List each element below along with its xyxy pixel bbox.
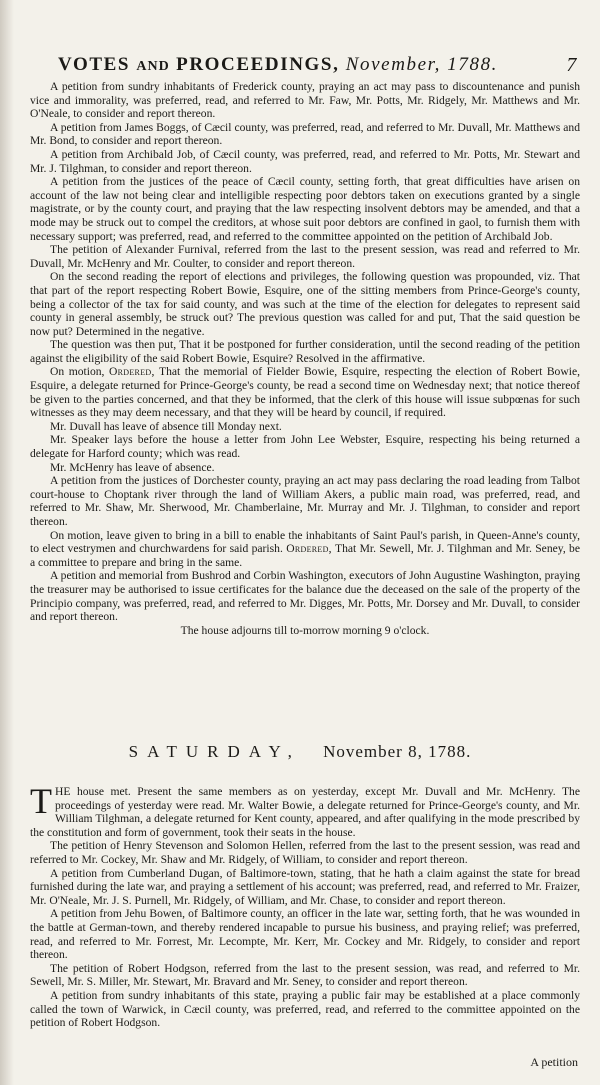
motion-lead: On motion, xyxy=(50,365,105,379)
proceedings-friday xyxy=(30,80,580,637)
paragraph-opening xyxy=(30,781,580,839)
proceedings-saturday xyxy=(30,781,580,1030)
paragraph: Mr. Speaker lays before the house a letter from John Lee Webster, Esquire, respecting his being returned a delegate for Harford county; which was read. xyxy=(30,433,580,461)
paragraph: A petition from Jehu Bowen, of Baltimore county, an officer in the late war, setting forth, that he was wounded in the battle at German-town, and thereby rendered incapable to pursue his business, and praying relief; was preferred, read, and referred to Mr. Forrest, Mr. Lecompte, Mr. Kerr, Mr. Cockey and Mr. Ridgely, to consider and report thereon. xyxy=(30,907,580,962)
day-date: November 8, 1788. xyxy=(323,742,472,761)
motion-parish-committee: That Mr. Sewell, Mr. J. Tilghman and Mr. Seney, be a committee to prepare and bring in the same. xyxy=(30,542,580,569)
paragraph: A petition from sundry inhabitants of this state, praying a public fair may be established at a place commonly called the town of Warwick, in Cæcil county, was preferred, read, and referred to the committee appointed on the petition of Robert Hodgson. xyxy=(30,988,580,1030)
paragraph: A petition from the justices of the peace of Cæcil county, setting forth, that great difficulties have arisen on account of the law not being clear and intelligible respecting poor debtors taken on executions granted by a single magistrate, or by the county court, and praying that the law respecting insolvent debtors may be amended, and that a mode may be struck out to compel the creditors, at whose suit poor debtors are confined in gaol, to furnish them with necessary support; was preferred, read, and referred to the committee appointed on the petition of Archibald Job. xyxy=(30,175,580,243)
paragraph: A petition from James Boggs, of Cæcil county, was preferred, read, and referred to Mr. Duvall, Mr. Matthews and Mr. Bond, to consider and report thereon. xyxy=(30,120,580,148)
motion-text: That the memorial of Fielder Bowie, Esquire, respecting the election of Robert Bowie, Esquire, a delegate returned for Prince-George's county, be read a second time on Wednesday next; that notice thereof be given to the parties concerned, and that they be informed, that the clerk of this house will issue subpœnas for such witnesses as they may deem necessary, and that they will be heard by council, if required. xyxy=(30,365,580,420)
paragraph: On the second reading the report of elections and privileges, the following question was propounded, viz. That that part of the report respecting Robert Bowie, Esquire, one of the sitting members from Prince-George's county, being a collector of the tax for said county, and was such at the time of the election for delegates to represent said county in general assembly, be struck out? The previous question was called for and put, That the said question be now put? Determined in the negative. xyxy=(30,270,580,338)
scan-edge-shadow xyxy=(0,0,14,1085)
motion-parish-text: On motion, leave given to bring in a bill to enable the inhabitants of Saint Paul's parish, in Queen-Anne's county, to elect vestrymen and churchwardens for said parish. xyxy=(30,528,580,556)
running-header xyxy=(58,54,578,76)
adjournment-line: The house adjourns till to-morrow morning 9 o'clock. xyxy=(180,623,430,637)
day-heading xyxy=(0,742,600,764)
paragraph-motion-ordered xyxy=(30,365,580,419)
day-name: SATURDAY, xyxy=(128,742,301,761)
ordered-keyword: Ordered, xyxy=(286,542,332,556)
paragraph: The petition of Alexander Furnival, referred from the last to the present session, was read and referred to Mr. Duvall, Mr. McHenry and Mr. Coulter, to consider and report thereon. xyxy=(30,243,580,270)
header-title-2: PROCEEDINGS, xyxy=(176,54,340,75)
opening-text: HE house met. Present the same members as on yesterday, except Mr. Duvall and Mr. McHenry. The proceedings of yesterday were read. Mr. Walter Bowie, a delegate returned for Prince-George's county, and Mr. William Tilghman, a delegate returned for Kent county, appeared, and after qualifying in the mode prescribed by the constitution and form of government, took their seats in the house. xyxy=(30,785,580,839)
paragraph: The question was then put, That it be postponed for further consideration, until the second reading of the petition against the eligibility of the said Robert Bowie, Esquire? Resolved in the affirmative. xyxy=(30,338,580,365)
paragraph: The petition of Robert Hodgson, referred from the last to the present session, was read, and referred to Mr. Sewell, Mr. S. Miller, Mr. Stewart, Mr. Bravard and Mr. Seney, to consider and report thereon. xyxy=(30,961,580,989)
paragraph: A petition and memorial from Bushrod and Corbin Washington, executors of John Augustine Washington, praying the treasurer may be authorised to issue certificates for the balance due the deceased on the sale of the property of the Principio company, was preferred, read, and referred to Mr. Digges, Mr. Potts, Mr. Dorsey and Mr. Duvall, to consider and report thereon. xyxy=(30,569,580,624)
paragraph: Mr. McHenry has leave of absence. xyxy=(50,460,215,474)
paragraph-motion-parish xyxy=(30,529,580,570)
paragraph: A petition from the justices of Dorchester county, praying an act may pass declaring the road leading from Talbot court-house to Choptank river through the land of William Akers, a public main road, was preferred, read, and referred to Mr. Shaw, Mr. Sherwood, Mr. Chamberlaine, Mr. Murray and Mr. J. Tilghman, to consider and report thereon. xyxy=(30,474,580,528)
paragraph: A petition from Cumberland Dugan, of Baltimore-town, stating, that he hath a claim against the state for bread furnished during the late war, and praying a settlement of his account; was preferred, read, and referred to Mr. Fraizer, Mr. O'Neale, Mr. J. S. Purnell, Mr. Ridgely, of William, and Mr. Chase, to consider and report thereon. xyxy=(30,866,580,907)
paragraph: Mr. Duvall has leave of absence till Monday next. xyxy=(50,419,282,433)
header-title: VOTES xyxy=(58,54,131,75)
paragraph: A petition from sundry inhabitants of Frederick county, praying an act may pass to discountenance and punish vice and immorality, was preferred, read, and referred to Mr. Faw, Mr. Potts, Mr. Ridgely, Mr. Matthews and Mr. O'Neale, to consider and report thereon. xyxy=(30,80,580,121)
header-date: November, 1788. xyxy=(345,54,499,75)
paragraph: The petition of Henry Stevenson and Solomon Hellen, referred from the last to the present session, was read and referred to Mr. Cockey, Mr. Shaw and Mr. Ridgely, of William, to consider and report thereon. xyxy=(30,839,580,866)
page-number: 7 xyxy=(566,54,578,76)
header-and: AND xyxy=(136,59,170,74)
paragraph: A petition from Archibald Job, of Cæcil county, was preferred, read, and referred to Mr. Potts, Mr. Stewart and Mr. J. Tilghman, to consider and report thereon. xyxy=(30,147,580,175)
ordered-keyword: Ordered, xyxy=(108,365,155,379)
catchword: A petition xyxy=(530,1055,578,1069)
drop-cap: T xyxy=(30,781,52,821)
